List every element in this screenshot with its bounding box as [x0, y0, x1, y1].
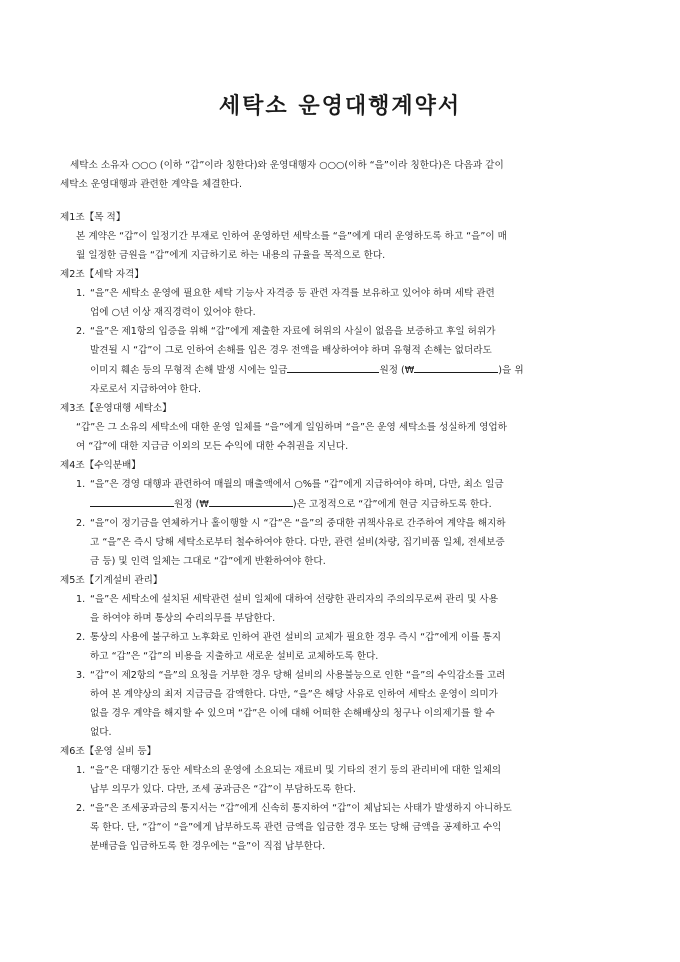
article-items	[60, 761, 620, 856]
item-line: 을 하여야 하며 통상의 수리의무를 부담한다.	[90, 613, 276, 624]
amount-blank[interactable]	[287, 360, 379, 373]
article-item	[60, 666, 620, 742]
item-number: 2.	[76, 518, 86, 529]
item-text: 원정 (₩	[379, 365, 415, 376]
article-body-line: 본 계약은 “갑”이 일정기간 부재로 인하여 운영하던 세탁소를 “을”에게 대리 운영하도록 하고 “을”이 매	[76, 231, 507, 242]
item-number: 2.	[76, 632, 86, 643]
article-body	[76, 418, 620, 456]
article-heading: 제1조【목 적】	[60, 212, 126, 223]
article-item	[60, 590, 620, 628]
article-heading: 제5조【기계설비 관리】	[60, 575, 163, 586]
article-item	[60, 514, 620, 571]
item-text: 이미지 훼손 등의 무형적 손해 발생 시에는 일금	[90, 365, 288, 376]
item-line: “을”은 세탁소 운영에 필요한 세탁 기능사 자격증 등 관련 자격를 보유하고 있어야 하며 세탁 관련	[90, 288, 495, 299]
item-line: 고 “을”은 즉시 당해 세탁소로부터 철수하여야 한다. 다만, 관련 설비(차량, 집기비품 일체, 전세보증	[90, 537, 505, 548]
item-number: 1.	[76, 288, 86, 299]
item-number: 2.	[76, 326, 86, 337]
item-line: “을”은 조세공과금의 통지서는 “갑”에게 신속히 통지하여 “갑”이 체납되는 사태가 발생하지 아니하도	[90, 803, 512, 814]
article-4	[60, 456, 620, 571]
item-number: 1.	[76, 765, 86, 776]
article-heading: 제6조【운영 실비 등】	[60, 746, 157, 757]
article-items	[60, 284, 620, 399]
item-line: 하여 본 계약상의 최저 지급금을 감액한다. 다만, “을”은 해당 사유로 인하여 세탁소 운영이 의미가	[90, 689, 498, 700]
article-body-line: 여 “갑”에 대한 지급금 이외의 모든 수익에 대한 수취권을 지닌다.	[76, 441, 349, 452]
article-3	[60, 399, 620, 456]
intro-line: 세탁소 소유자 ○○○ (이하 “갑”이라 칭한다)와 운영대행자 ○○○(이하 “을”이라 칭한다)은 다음과 같이	[70, 160, 504, 171]
item-number: 2.	[76, 803, 86, 814]
item-line: “을”이 정기금을 연체하거나 홀이행할 시 “갑”은 “을”의 중대한 귀책사유로 간주하여 계약을 해지하	[90, 518, 506, 529]
amount-blank[interactable]	[414, 360, 498, 373]
item-text: 원정 (₩	[174, 499, 209, 510]
item-line: 통상의 사용에 불구하고 노후화로 인하여 관련 설비의 교체가 필요한 경우 즉시 “갑”에게 이를 통지	[90, 632, 502, 643]
item-line: “을”은 제1항의 입증을 위해 “갑”에게 제출한 자료에 허위의 사실이 없음을 보증하고 후일 허위가	[90, 326, 496, 337]
item-number: 3.	[76, 670, 86, 681]
article-heading: 제3조【운영대행 세탁소】	[60, 403, 172, 414]
item-line: “을”은 세탁소에 설치된 세탁관련 설비 일체에 대하여 선량한 관리자의 주의의무로써 관리 및 사용	[90, 594, 498, 605]
item-line: 자로로서 지급하여야 한다.	[90, 384, 202, 395]
article-body	[76, 227, 620, 265]
item-line-with-blanks	[90, 494, 620, 514]
item-line: 없을 경우 계약을 해지할 수 있으며 “갑”은 이에 대해 어떠한 손해배상의 청구나 이의제기를 할 수	[90, 708, 495, 719]
item-line: 납부 의무가 있다. 다만, 조세 공과금은 “갑”이 부담하도록 한다.	[90, 784, 356, 795]
item-number: 1.	[76, 594, 86, 605]
article-item	[60, 284, 620, 322]
item-number: 1.	[76, 479, 86, 490]
item-line: 하고 “갑”은 “갑”의 비용을 지출하고 새로운 설비로 교체하도록 한다.	[90, 651, 379, 662]
article-6	[60, 742, 620, 856]
item-line: 없다.	[90, 727, 112, 738]
article-heading: 제4조【수익분배】	[60, 460, 141, 471]
item-line: 발견될 시 “갑”이 그로 인하여 손해를 입은 경우 전액을 배상하여야 하며 유형적 손해는 없더라도	[90, 345, 492, 356]
item-line: “을”은 경영 대행과 관련하여 매월의 매출액에서 ○%를 “갑”에게 지급하여야 하며, 다만, 최소 일금	[90, 479, 504, 490]
article-2	[60, 265, 620, 399]
article-items	[60, 590, 620, 742]
item-line: 분배금을 입금하도록 한 경우에는 “을”이 직접 납부한다.	[90, 841, 326, 852]
article-item	[60, 322, 620, 399]
item-line: 금 등) 및 인력 일체는 그대로 “갑”에게 반환하여야 한다.	[90, 556, 326, 567]
amount-blank[interactable]	[209, 494, 293, 507]
item-line: 록 한다. 단, “갑”이 “을”에게 납부하도록 관련 금액을 입금한 경우 또는 당해 금액을 공제하고 수익	[90, 822, 502, 833]
item-line: 업에 ○년 이상 재직경력이 있어야 한다.	[90, 307, 256, 318]
intro-paragraph	[60, 156, 620, 194]
item-text: )은 고정적으로 “갑”에게 현금 지급하도록 한다.	[292, 499, 492, 510]
intro-line: 세탁소 운영대행과 관련한 계약을 체결한다.	[60, 179, 243, 190]
article-item	[60, 799, 620, 856]
article-heading: 제2조【세탁 자격】	[60, 269, 144, 280]
document-title: 세탁소 운영대행계약서	[218, 94, 462, 119]
article-body-line: “갑”은 그 소유의 세탁소에 대한 운영 일체를 “을”에게 일임하며 “을”은 운영 세탁소를 성실하게 영업하	[76, 422, 507, 433]
article-item	[60, 475, 620, 514]
item-line: “갑”이 제2항의 “을”의 요청을 거부한 경우 당해 설비의 사용불능으로 인한 “을”의 수익감소를 고려	[90, 670, 506, 681]
item-line: “을”은 대행기간 동안 세탁소의 운영에 소요되는 재료비 및 기타의 전기 등의 관리비에 대한 일체의	[90, 765, 502, 776]
article-1	[60, 208, 620, 265]
article-item	[60, 761, 620, 799]
item-text: )을 위	[498, 365, 524, 376]
article-items	[60, 475, 620, 571]
article-item	[60, 628, 620, 666]
article-5	[60, 571, 620, 742]
item-line-with-blanks	[90, 360, 620, 380]
article-body-line: 월 일정한 금원을 “갑”에게 지급하기로 하는 내용의 규율을 목적으로 한다.	[76, 250, 386, 261]
amount-blank[interactable]	[90, 494, 174, 507]
